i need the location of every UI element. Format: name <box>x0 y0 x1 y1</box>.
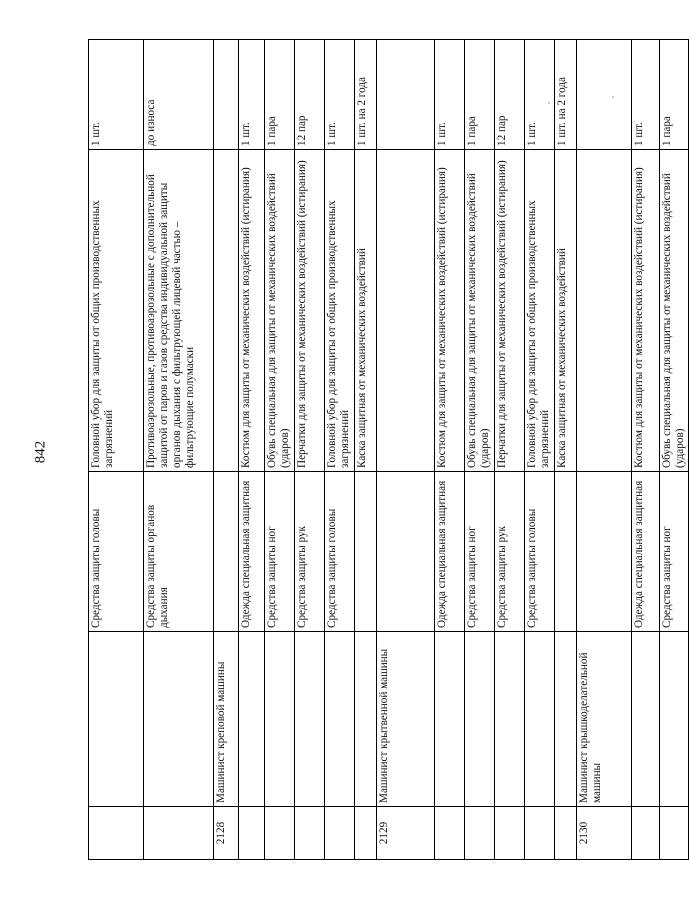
profession-cell <box>525 632 555 807</box>
ppe-item-cell: Обувь специальная для защиты от механических воздействий (ударов) <box>465 150 495 472</box>
norm-cell: 12 пар <box>495 40 525 150</box>
ppe-item-cell: Перчатки для защиты от механических воздействий (истирания) <box>295 150 325 472</box>
ppe-item-cell: Головной убор для защиты от общих производственных загрязнений <box>525 150 555 472</box>
profession-cell <box>239 632 265 807</box>
ppe-item-cell: Головной убор для защиты от общих производственных загрязнений <box>325 150 355 472</box>
table-row <box>465 40 495 860</box>
code-cell <box>325 807 355 860</box>
ppe-group-cell: Средства защиты органов дыхания <box>144 472 214 632</box>
code-cell <box>355 807 377 860</box>
scan-speck <box>612 96 614 98</box>
table-row <box>577 40 632 860</box>
norm-cell: 1 шт. <box>325 40 355 150</box>
norm-cell: 1 шт. <box>89 40 144 150</box>
profession-cell <box>632 632 660 807</box>
code-cell <box>239 807 265 860</box>
table-row <box>495 40 525 860</box>
profession-cell <box>89 632 144 807</box>
ppe-item-cell: Каска защитная от механических воздействий <box>555 150 577 472</box>
profession-cell <box>144 632 214 807</box>
ppe-group-cell <box>555 472 577 632</box>
norm-cell: 1 шт. на 2 года <box>555 40 577 150</box>
table-row <box>144 40 214 860</box>
code-cell <box>465 807 495 860</box>
profession-cell: Машинист крытвенной машины <box>377 632 435 807</box>
code-cell <box>435 807 465 860</box>
code-cell <box>89 807 144 860</box>
norm-cell: 1 шт. <box>239 40 265 150</box>
profession-cell <box>295 632 325 807</box>
table-row <box>265 40 295 860</box>
ppe-item-cell <box>214 150 239 472</box>
ppe-group-cell: Средства защиты ног <box>265 472 295 632</box>
profession-cell <box>465 632 495 807</box>
table-row <box>214 40 239 860</box>
code-cell <box>495 807 525 860</box>
table-row <box>355 40 377 860</box>
rotated-table-wrapper <box>88 40 686 860</box>
profession-cell <box>495 632 525 807</box>
ppe-item-cell: Головной убор для защиты от общих производственных загрязнений <box>89 150 144 472</box>
table-row <box>295 40 325 860</box>
profession-cell: Машинист креповой машины <box>214 632 239 807</box>
table-row <box>239 40 265 860</box>
ppe-item-cell: Перчатки для защиты от механических воздействий (истирания) <box>495 150 525 472</box>
norm-cell <box>377 40 435 150</box>
ppe-item-cell: Обувь специальная для защиты от механических воздействий (ударов) <box>660 150 689 472</box>
ppe-group-cell: Средства защиты головы <box>525 472 555 632</box>
norm-cell: 1 шт. <box>435 40 465 150</box>
ppe-group-cell <box>214 472 239 632</box>
profession-cell <box>660 632 689 807</box>
code-cell: 2130 <box>577 807 632 860</box>
norm-cell: 12 пар <box>295 40 325 150</box>
profession-cell <box>325 632 355 807</box>
ppe-item-cell <box>577 150 632 472</box>
code-cell <box>265 807 295 860</box>
table-row <box>435 40 465 860</box>
table-row <box>325 40 355 860</box>
norm-cell: 1 шт. на 2 года <box>355 40 377 150</box>
ppe-group-cell: Средства защиты головы <box>89 472 144 632</box>
profession-cell <box>435 632 465 807</box>
ppe-item-cell <box>377 150 435 472</box>
code-cell <box>144 807 214 860</box>
ppe-item-cell: Костюм для защиты от механических воздействий (истирания) <box>632 150 660 472</box>
ppe-group-cell: Средства защиты головы <box>325 472 355 632</box>
ppe-item-cell: Противоаэрозольные, противоаэрозольные с дополнительной защитой от паров и газов средства индивидуальной защиты органов дыхания с фильтрующей лицевой частью – фильтрующие полумаски <box>144 150 214 472</box>
table-row <box>632 40 660 860</box>
ppe-group-cell <box>377 472 435 632</box>
code-cell: 2128 <box>214 807 239 860</box>
norm-cell: 1 шт. <box>525 40 555 150</box>
profession-cell <box>265 632 295 807</box>
code-cell <box>660 807 689 860</box>
ppe-group-cell: Средства защиты рук <box>295 472 325 632</box>
norm-cell: 1 шт. <box>632 40 660 150</box>
ppe-group-cell: Одежда специальная защитная <box>435 472 465 632</box>
profession-cell: Машинист крышкоделательной машины <box>577 632 632 807</box>
code-cell <box>295 807 325 860</box>
table-row <box>525 40 555 860</box>
profession-cell <box>355 632 377 807</box>
code-cell <box>555 807 577 860</box>
profession-cell <box>555 632 577 807</box>
ppe-item-cell: Костюм для защиты от механических воздействий (истирания) <box>435 150 465 472</box>
ppe-group-cell <box>355 472 377 632</box>
table-row <box>377 40 435 860</box>
scan-speck <box>548 102 550 104</box>
table-body <box>89 40 689 860</box>
ppe-group-cell: Одежда специальная защитная <box>239 472 265 632</box>
code-cell <box>632 807 660 860</box>
ppe-group-cell: Средства защиты ног <box>465 472 495 632</box>
norm-cell: до износа <box>144 40 214 150</box>
norm-cell: 1 пара <box>265 40 295 150</box>
ppe-item-cell: Костюм для защиты от механических воздействий (истирания) <box>239 150 265 472</box>
norm-cell <box>577 40 632 150</box>
ppe-group-cell: Одежда специальная защитная <box>632 472 660 632</box>
ppe-item-cell: Каска защитная от механических воздействий <box>355 150 377 472</box>
norm-cell <box>214 40 239 150</box>
ppe-group-cell: Средства защиты рук <box>495 472 525 632</box>
table-row <box>555 40 577 860</box>
norm-cell: 1 пара <box>660 40 689 150</box>
ppe-norms-table <box>88 39 689 860</box>
ppe-group-cell <box>577 472 632 632</box>
page-number: 842 <box>32 440 49 464</box>
ppe-item-cell: Обувь специальная для защиты от механических воздействий (ударов) <box>265 150 295 472</box>
norm-cell: 1 пара <box>465 40 495 150</box>
code-cell: 2129 <box>377 807 435 860</box>
table-row <box>660 40 689 860</box>
ppe-group-cell: Средства защиты ног <box>660 472 689 632</box>
table-row <box>89 40 144 860</box>
code-cell <box>525 807 555 860</box>
